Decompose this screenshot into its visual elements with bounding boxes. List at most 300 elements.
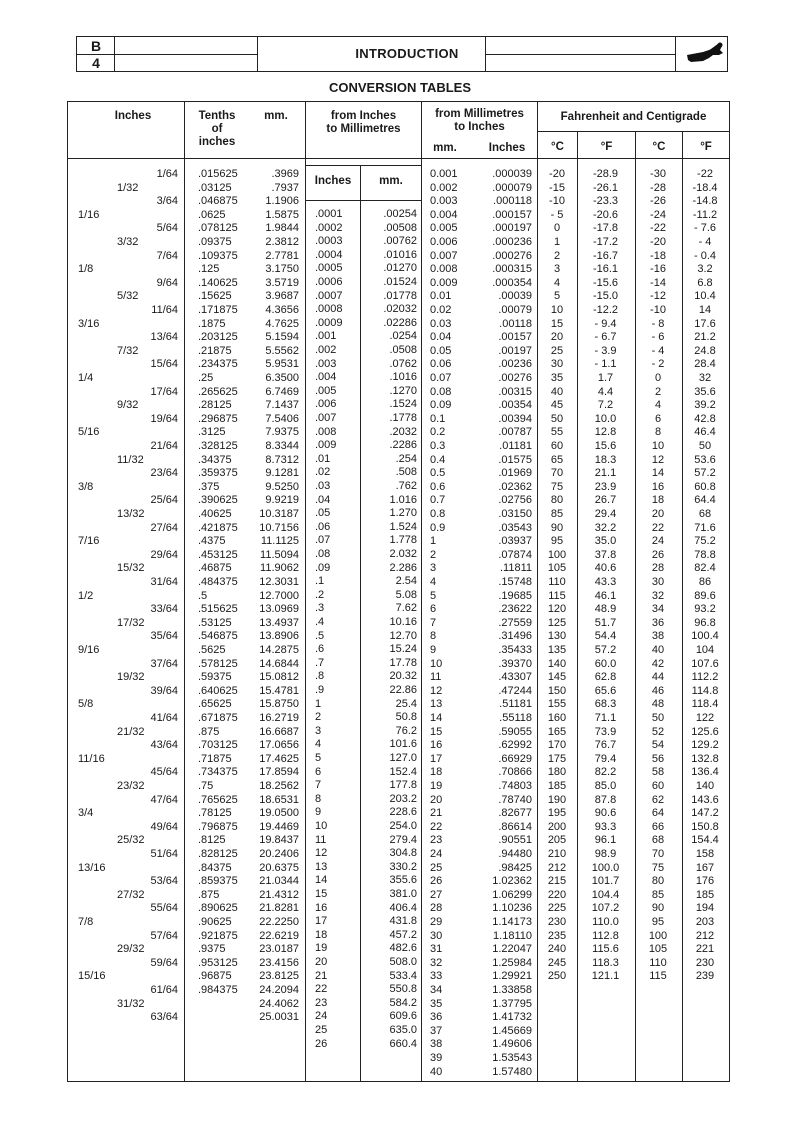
temp-c-to-f-celsius: 90 (550, 521, 564, 534)
fraction-sixtyfourths: 55/64 (150, 902, 178, 915)
in-to-mm-inches: 6 (315, 765, 322, 778)
in-to-mm-mm: .1778 (389, 412, 417, 424)
temp-f-to-c-fahrenheit: 93.2 (694, 603, 716, 616)
mm-to-in-inches: .35433 (498, 644, 532, 656)
millimetres: 3.1750 (265, 263, 299, 276)
temp-f-to-c-fahrenheit: 78.8 (694, 548, 716, 561)
temp-c-to-f-fahrenheit: -16.7 (592, 249, 619, 262)
millimetres: 21.8281 (259, 902, 299, 915)
fraction-sixteenths: 5/8 (78, 698, 94, 711)
temp-f-to-c-fahrenheit: 140 (695, 780, 715, 792)
temp-f-to-c-celsius: 6 (654, 412, 662, 425)
in-to-mm-mm: 2.286 (389, 561, 417, 574)
temp-c-to-f-celsius: 212 (547, 861, 567, 874)
mm-to-in-mm: 8 (430, 630, 437, 643)
fraction-sixtyfourths: 5/64 (156, 222, 178, 235)
mm-to-in-inches: .03150 (498, 508, 532, 520)
header-mm-in-mm: mm. (433, 142, 457, 154)
temp-c-to-f-fahrenheit: 35.0 (594, 535, 617, 548)
temp-f-to-c-celsius: 105 (648, 943, 668, 956)
mm-to-in-inches: .55118 (499, 712, 532, 724)
millimetres: 20.2406 (259, 848, 299, 860)
fraction-sixteenths: 1/4 (78, 372, 94, 384)
temp-f-to-c-celsius: 52 (651, 725, 665, 738)
temp-f-to-c-fahrenheit: 3.2 (697, 263, 713, 276)
mm-to-in-mm: 19 (430, 780, 443, 792)
decimal-inches: .859375 (198, 875, 238, 888)
millimetres: 20.6375 (259, 861, 299, 874)
in-to-mm-inches: .8 (315, 670, 325, 683)
millimetres: 11.9062 (260, 562, 299, 575)
millimetres: 23.4156 (259, 956, 299, 969)
mm-to-in-inches: .000276 (492, 249, 532, 262)
mm-to-in-inches: .00394 (498, 412, 532, 425)
temp-f-to-c-fahrenheit: 46.4 (694, 426, 716, 439)
mm-to-in-inches: 1.25984 (492, 956, 532, 969)
millimetres: 15.4781 (259, 684, 299, 697)
fraction-sixteenths: 1/16 (78, 208, 100, 221)
temp-c-to-f-celsius: 245 (547, 956, 567, 969)
millimetres: 2.3812 (265, 236, 299, 248)
in-to-mm-inches: 10 (315, 820, 328, 832)
in-to-mm-inches: 1 (315, 697, 322, 710)
temp-f-to-c-fahrenheit: 194 (695, 902, 715, 915)
in-to-mm-inches: 17 (315, 915, 328, 928)
mm-to-in-mm: 31 (430, 943, 443, 956)
in-to-mm-mm: 2.032 (389, 548, 417, 560)
in-to-mm-mm: .02032 (383, 303, 417, 316)
fraction-thirtyseconds: 7/32 (117, 344, 139, 357)
temp-f-to-c-fahrenheit: 107.6 (691, 657, 719, 670)
in-to-mm-inches: .007 (315, 412, 337, 424)
temp-f-to-c-fahrenheit: 122 (695, 712, 715, 724)
in-to-mm-inches: .01 (315, 452, 331, 465)
temp-f-to-c-celsius: -10 (650, 304, 666, 316)
mm-to-in-mm: 0.004 (430, 208, 458, 221)
temp-f-to-c-celsius: 54 (651, 739, 665, 752)
mm-to-in-inches: .19685 (498, 589, 532, 602)
millimetres: 2.7781 (265, 249, 299, 262)
temp-f-to-c-celsius: 80 (651, 875, 665, 888)
temp-f-to-c-celsius: 12 (651, 453, 665, 466)
temp-c-to-f-celsius: 15 (550, 317, 564, 330)
millimetres: 22.6219 (259, 929, 299, 942)
mm-to-in-inches: 1.22047 (492, 943, 532, 956)
temp-f-to-c-celsius: 34 (651, 603, 665, 616)
in-to-mm-mm: .254 (395, 452, 417, 465)
temp-f-to-c-celsius: 115 (649, 970, 667, 983)
temp-f-to-c-celsius: -26 (650, 195, 666, 208)
mm-to-in-inches: 1.18110 (493, 929, 532, 942)
decimal-inches: .984375 (198, 984, 238, 996)
temp-c-to-f-celsius: 60 (550, 440, 564, 452)
temp-f-to-c-celsius: 38 (651, 630, 665, 643)
fraction-thirtyseconds: 1/32 (117, 181, 139, 194)
mm-to-in-inches: .00197 (498, 344, 532, 357)
temp-f-to-c-fahrenheit: 132.8 (691, 752, 719, 765)
temp-f-to-c-fahrenheit: 64.4 (694, 494, 716, 507)
temp-c-to-f-fahrenheit: - 3.9 (594, 344, 617, 357)
mm-to-in-inches: 1.49606 (492, 1038, 532, 1051)
temp-c-to-f-celsius: 45 (550, 399, 564, 412)
wrench-hand-icon (685, 41, 725, 67)
millimetres: 14.2875 (259, 644, 299, 656)
mm-to-in-inches: .39370 (498, 657, 532, 670)
decimal-inches: .875 (198, 888, 220, 901)
temp-f-to-c-fahrenheit: - 0.4 (693, 249, 716, 262)
temp-c-to-f-fahrenheit: 76.7 (594, 739, 617, 752)
temp-f-to-c-fahrenheit: 14 (698, 304, 712, 316)
decimal-inches: .5 (198, 589, 208, 602)
temp-c-to-f-fahrenheit: 98.9 (594, 848, 617, 860)
mm-to-in-mm: 39 (430, 1052, 443, 1064)
header-divider-3 (675, 37, 676, 71)
decimal-inches: .703125 (198, 739, 238, 752)
mm-to-in-inches: .00787 (498, 426, 532, 439)
temp-c-to-f-celsius: 50 (550, 412, 564, 425)
mm-to-in-inches: .00157 (498, 331, 532, 344)
temp-c-to-f-celsius: 80 (550, 494, 564, 507)
temp-c-to-f-fahrenheit: 57.2 (594, 644, 617, 656)
fraction-thirtyseconds: 9/32 (117, 399, 139, 412)
mm-to-in-mm: 24 (430, 848, 443, 860)
fraction-thirtyseconds: 15/32 (117, 562, 145, 575)
temp-c-to-f-celsius: -15 (549, 181, 565, 194)
mm-to-in-mm: 16 (430, 739, 443, 752)
mm-to-in-mm: 37 (430, 1024, 443, 1037)
temp-f-to-c-celsius: 26 (651, 548, 665, 561)
temp-c-to-f-celsius: 170 (547, 739, 567, 752)
decimal-inches: .109375 (198, 249, 238, 262)
temp-f-to-c-fahrenheit: 154.4 (691, 834, 719, 847)
in-to-mm-mm: 12.70 (389, 629, 417, 642)
in-mm-top-rule (306, 165, 421, 166)
temp-c-to-f-fahrenheit: -26.1 (592, 181, 619, 194)
mm-to-in-inches: .00354 (498, 399, 532, 412)
millimetres: 17.8594 (259, 766, 299, 779)
temp-f-to-c-celsius: 28 (651, 562, 665, 575)
decimal-inches: .65625 (198, 698, 232, 711)
temp-f-to-c-celsius: 24 (651, 535, 665, 548)
temp-c-to-f-fahrenheit: 100.0 (591, 861, 620, 874)
mm-to-in-mm: 0.9 (430, 521, 446, 534)
fraction-sixtyfourths: 35/64 (150, 630, 178, 643)
fraction-sixtyfourths: 25/64 (150, 494, 178, 507)
millimetres: 14.6844 (259, 657, 299, 670)
decimal-inches: .453125 (198, 548, 238, 561)
temp-c-to-f-celsius: 70 (550, 467, 564, 480)
temp-f-to-c-celsius: 10 (651, 440, 665, 452)
fraction-sixtyfourths: 15/64 (150, 358, 178, 371)
in-to-mm-inches: .003 (315, 357, 337, 370)
decimal-inches: .4375 (198, 535, 226, 548)
temp-f-to-c-celsius: 68 (651, 834, 665, 847)
decimal-inches: .953125 (198, 956, 238, 969)
in-to-mm-inches: .006 (315, 398, 337, 411)
temp-c-to-f-celsius: 30 (550, 358, 564, 371)
temp-c-to-f-fahrenheit: 37.8 (594, 548, 617, 561)
temp-f-to-c-celsius: 50 (651, 712, 665, 724)
millimetres: 1.5875 (265, 208, 299, 221)
in-to-mm-mm: .00762 (383, 235, 417, 248)
col-rule-1 (184, 101, 185, 1082)
temp-c-to-f-celsius: 230 (547, 916, 567, 928)
in-to-mm-mm: 10.16 (389, 616, 417, 628)
temp-f-to-c-fahrenheit: 203 (695, 916, 715, 928)
in-to-mm-mm: .01778 (383, 289, 417, 302)
temp-c-to-f-fahrenheit: 43.3 (594, 576, 617, 588)
mm-to-in-inches: .000315 (492, 263, 532, 276)
temp-f-to-c-celsius: 70 (651, 848, 665, 860)
page-header (76, 36, 728, 72)
fraction-thirtyseconds: 21/32 (117, 725, 145, 738)
temp-f-to-c-celsius: 36 (651, 616, 665, 629)
decimal-inches: .890625 (198, 902, 238, 915)
mm-to-in-inches: .000118 (493, 195, 532, 208)
temp-f-to-c-fahrenheit: 71.6 (694, 521, 716, 534)
millimetres: 25.0031 (259, 1011, 299, 1024)
temp-c-to-f-celsius: - 5 (550, 208, 564, 221)
fraction-sixtyfourths: 17/64 (150, 385, 178, 398)
millimetres: 13.8906 (259, 630, 299, 643)
temp-c-to-f-fahrenheit: -28.9 (592, 168, 619, 180)
mm-to-in-inches: .94480 (498, 848, 532, 860)
temp-c-to-f-fahrenheit: 90.6 (594, 807, 617, 820)
in-to-mm-inches: 24 (315, 1010, 328, 1023)
mm-to-in-mm: 28 (430, 902, 443, 915)
in-to-mm-inches: .0001 (315, 208, 343, 220)
fraction-sixtyfourths: 43/64 (150, 739, 178, 752)
temp-c-to-f-celsius: 150 (547, 684, 567, 697)
in-to-mm-mm: 101.6 (389, 738, 417, 751)
temp-c-to-f-celsius: 160 (547, 712, 567, 724)
decimal-inches: .84375 (198, 861, 232, 874)
decimal-inches: .28125 (198, 399, 232, 412)
page-number: 4 (92, 55, 100, 71)
header-from-mm: from Millimetres to Inches (435, 108, 524, 133)
in-to-mm-mm: 1.270 (389, 507, 417, 520)
millimetres: .7937 (271, 181, 299, 194)
temp-c-to-f-fahrenheit: 18.3 (594, 453, 617, 466)
mm-to-in-inches: .03543 (498, 521, 532, 534)
millimetres: .3969 (271, 168, 299, 180)
mm-to-in-mm: 0.04 (430, 331, 452, 344)
mm-to-in-mm: 12 (430, 684, 443, 697)
fraction-sixtyfourths: 19/64 (150, 412, 178, 425)
decimal-inches: .71875 (198, 752, 232, 765)
fraction-sixtyfourths: 59/64 (150, 956, 178, 969)
decimal-inches: .40625 (198, 508, 232, 520)
mm-to-in-inches: .02362 (498, 480, 532, 493)
in-mm-header-rule (306, 200, 421, 201)
temp-f-to-c-fahrenheit: 118.4 (691, 698, 719, 711)
millimetres: 15.8750 (259, 698, 299, 711)
temp-c-to-f-fahrenheit: 15.6 (594, 440, 617, 452)
temp-f-to-c-celsius: 32 (651, 589, 665, 602)
temp-f-to-c-fahrenheit: -22 (697, 168, 713, 180)
mm-to-in-mm: 11 (430, 671, 442, 684)
in-to-mm-inches: 4 (315, 738, 322, 751)
in-to-mm-mm: 609.6 (389, 1010, 417, 1023)
temp-c-to-f-celsius: 25 (550, 344, 564, 357)
in-to-mm-mm: .2032 (389, 425, 417, 438)
in-to-mm-mm: 127.0 (389, 752, 417, 764)
temp-f-to-c-celsius: 110 (649, 956, 667, 969)
mm-to-in-mm: 5 (430, 589, 437, 602)
in-to-mm-mm: 1.524 (389, 520, 417, 533)
mm-to-in-inches: 1.02362 (492, 875, 532, 888)
fraction-thirtyseconds: 27/32 (117, 888, 145, 901)
temp-c-to-f-fahrenheit: 82.2 (594, 766, 617, 779)
in-to-mm-mm: 635.0 (389, 1024, 417, 1036)
mm-to-in-inches: .70866 (498, 766, 532, 779)
temp-f-to-c-celsius: 62 (651, 793, 665, 806)
temp-c-to-f-fahrenheit: 10.0 (594, 412, 617, 425)
decimal-inches: .21875 (198, 344, 232, 357)
mm-to-in-mm: 1 (430, 535, 437, 548)
mm-to-in-mm: 0.8 (430, 508, 446, 520)
millimetres: 18.6531 (259, 793, 299, 806)
temp-subheader-rule (538, 131, 729, 132)
in-to-mm-mm: 304.8 (389, 847, 417, 860)
millimetres: 18.2562 (259, 780, 299, 792)
mm-to-in-mm: 22 (430, 820, 443, 833)
in-to-mm-inches: .5 (315, 629, 325, 642)
mm-to-in-inches: .27559 (498, 616, 532, 629)
header-bottom-rule (67, 158, 729, 159)
temp-c-to-f-fahrenheit: -23.3 (592, 195, 619, 208)
mm-to-in-mm: 4 (430, 576, 437, 588)
mm-to-in-mm: 6 (430, 603, 437, 616)
decimal-inches: .796875 (198, 820, 238, 833)
temp-c-to-f-celsius: 180 (547, 766, 567, 779)
header-divider-1 (257, 37, 258, 71)
mm-to-in-mm: 33 (430, 970, 443, 983)
mm-to-in-inches: .00315 (498, 385, 532, 398)
temp-c-to-f-fahrenheit: 85.0 (594, 780, 617, 792)
mm-to-in-mm: 0.008 (430, 263, 458, 276)
in-to-mm-mm: .0508 (389, 344, 417, 356)
mm-to-in-inches: .00039 (498, 290, 532, 303)
millimetres: 7.5406 (265, 412, 299, 425)
in-to-mm-inches: 23 (315, 996, 328, 1009)
decimal-inches: .046875 (198, 195, 238, 208)
millimetres: 13.0969 (259, 603, 299, 616)
header-rule-left (115, 54, 257, 55)
temp-f-to-c-celsius: -22 (650, 222, 666, 235)
temp-f-to-c-fahrenheit: 10.4 (694, 290, 716, 303)
mm-to-in-inches: .47244 (498, 684, 532, 697)
temp-c-to-f-celsius: 4 (553, 276, 561, 289)
fraction-sixtyfourths: 49/64 (150, 820, 178, 833)
temp-c-to-f-celsius: 200 (547, 820, 567, 833)
mm-to-in-inches: .00118 (499, 317, 532, 330)
in-to-mm-inches: .004 (315, 371, 337, 384)
temp-f-to-c-fahrenheit: 129.2 (691, 739, 719, 752)
mm-to-in-inches: .59055 (498, 725, 532, 738)
fraction-sixteenths: 7/16 (78, 535, 100, 548)
mm-to-in-inches: .01575 (498, 453, 532, 466)
mm-to-in-inches: .000039 (492, 168, 532, 180)
in-to-mm-mm: .02286 (383, 316, 417, 329)
in-to-mm-inches: .1 (315, 575, 325, 588)
decimal-inches: .765625 (198, 793, 238, 806)
millimetres: 5.5562 (265, 344, 299, 357)
temp-c-to-f-fahrenheit: 40.6 (594, 562, 617, 575)
temp-f-to-c-fahrenheit: 176 (695, 875, 715, 888)
in-to-mm-mm: 508.0 (389, 956, 417, 968)
temp-f-to-c-fahrenheit: 39.2 (694, 399, 716, 412)
temp-c-to-f-celsius: 135 (547, 644, 567, 656)
in-to-mm-mm: 20.32 (389, 670, 417, 683)
decimal-inches: .8125 (198, 834, 226, 847)
temp-f-to-c-celsius: 95 (651, 916, 665, 928)
in-to-mm-inches: 26 (315, 1037, 328, 1050)
millimetres: 5.9531 (265, 358, 299, 371)
mm-to-in-inches: .90551 (498, 834, 532, 847)
decimal-inches: .1875 (198, 317, 226, 330)
mm-to-in-mm: 3 (430, 562, 437, 575)
temp-c-to-f-fahrenheit: 48.9 (594, 603, 617, 616)
temp-f-to-c-fahrenheit: 96.8 (694, 616, 716, 629)
millimetres: 10.3187 (259, 508, 299, 520)
fraction-sixtyfourths: 3/64 (156, 195, 178, 208)
mm-to-in-inches: .000197 (492, 222, 532, 235)
temp-f-to-c-celsius: 14 (651, 467, 665, 480)
temp-f-to-c-celsius: -14 (650, 276, 666, 289)
temp-c-to-f-fahrenheit: -15.0 (592, 290, 619, 303)
decimal-inches: .90625 (198, 916, 232, 928)
temp-c-to-f-fahrenheit: 4.4 (597, 385, 614, 398)
section-divider (77, 54, 115, 55)
mm-to-in-mm: 0.05 (430, 344, 452, 357)
millimetres: 23.8125 (259, 970, 299, 983)
fraction-sixtyfourths: 63/64 (150, 1011, 178, 1024)
temp-f-to-c-celsius: 16 (651, 480, 665, 493)
decimal-inches: .59375 (198, 671, 232, 684)
mm-to-in-mm: 0.3 (430, 440, 446, 452)
millimetres: 12.3031 (259, 576, 299, 588)
in-to-mm-inches: 18 (315, 928, 328, 941)
temp-f-to-c-celsius: -28 (650, 181, 666, 194)
fraction-sixteenths: 3/8 (78, 480, 94, 493)
decimal-inches: .359375 (198, 467, 238, 480)
temp-f-to-c-celsius: 22 (651, 521, 665, 534)
decimal-inches: .0625 (198, 208, 226, 221)
temp-c-to-f-fahrenheit: - 1.1 (594, 358, 617, 371)
decimal-inches: .546875 (198, 630, 238, 643)
decimal-inches: .5625 (198, 644, 226, 656)
temp-f-to-c-fahrenheit: 24.8 (694, 344, 716, 357)
temp-f-to-c-fahrenheit: 89.6 (694, 589, 716, 602)
mm-to-in-mm: 0.4 (430, 453, 446, 466)
mm-to-in-mm: 25 (430, 861, 443, 874)
temp-f-to-c-celsius: 30 (651, 576, 665, 588)
fraction-sixteenths: 7/8 (78, 916, 94, 928)
header-c2: °C (652, 141, 666, 153)
decimal-inches: .53125 (198, 616, 232, 629)
fraction-sixtyfourths: 11/64 (151, 304, 178, 316)
in-to-mm-inches: .4 (315, 616, 325, 628)
temp-c-to-f-fahrenheit: 121.1 (591, 970, 620, 983)
millimetres: 21.4312 (259, 888, 299, 901)
mm-to-in-mm: 0.007 (430, 249, 458, 262)
in-to-mm-mm: 22.86 (389, 684, 417, 696)
millimetres: 23.0187 (259, 943, 299, 956)
mm-to-in-inches: .000079 (492, 181, 532, 194)
temp-f-to-c-fahrenheit: -18.4 (692, 181, 718, 194)
temp-c-to-f-celsius: 165 (547, 725, 567, 738)
